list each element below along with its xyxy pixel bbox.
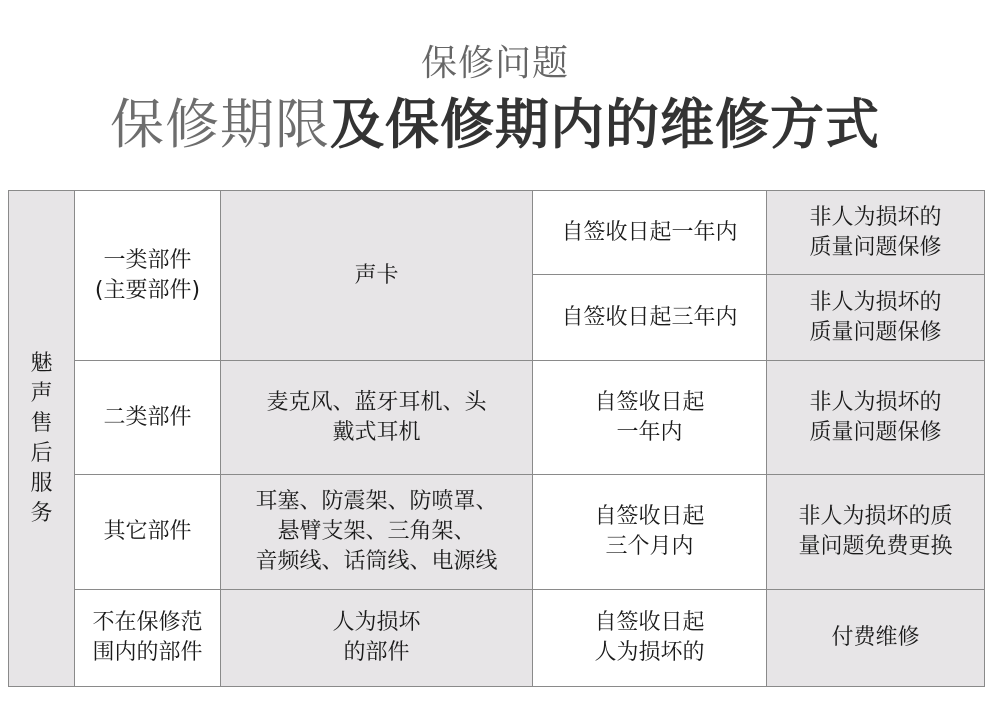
method-cell	[767, 590, 985, 687]
category-cell	[75, 191, 221, 361]
side-label: 魅 声 售 后 服 务	[30, 350, 53, 526]
period-label: 自签收日起一年内	[561, 219, 738, 245]
category-label: 二类部件	[103, 404, 192, 430]
table-row	[9, 361, 985, 475]
table-row	[9, 475, 985, 590]
parts-cell	[221, 590, 533, 687]
parts-label: 声卡	[354, 262, 399, 288]
method-label: 非人为损坏的 质量问题保修	[809, 204, 942, 260]
category-label: 一类部件 (主要部件)	[94, 247, 201, 303]
period-cell	[533, 191, 767, 275]
parts-cell	[221, 191, 533, 361]
category-cell	[75, 590, 221, 687]
method-cell	[767, 361, 985, 475]
category-cell	[75, 361, 221, 475]
page-header	[0, 0, 990, 190]
page-subtitle: 保修问题	[420, 43, 569, 84]
method-cell	[767, 275, 985, 361]
period-cell	[533, 275, 767, 361]
method-cell	[767, 475, 985, 590]
method-label: 非人为损坏的 质量问题保修	[809, 389, 942, 445]
parts-label: 麦克风、蓝牙耳机、头 戴式耳机	[266, 389, 487, 445]
category-label: 不在保修范 围内的部件	[92, 610, 203, 665]
category-cell	[75, 475, 221, 590]
side-label-cell	[9, 191, 75, 687]
category-label: 其它部件	[103, 519, 192, 544]
parts-cell	[221, 475, 533, 590]
warranty-table	[8, 190, 984, 686]
period-cell	[533, 590, 767, 687]
method-label: 付费维修	[831, 625, 920, 650]
page-title-light: 保修期限	[110, 93, 330, 156]
method-label: 非人为损坏的质 量问题免费更换	[798, 504, 953, 559]
page-title	[0, 92, 990, 158]
parts-cell	[221, 361, 533, 475]
period-label: 自签收日起三年内	[561, 304, 738, 330]
period-cell	[533, 361, 767, 475]
table-row	[9, 191, 985, 275]
table-row	[9, 590, 985, 687]
parts-label: 人为损坏 的部件	[332, 610, 421, 665]
method-label: 非人为损坏的 质量问题保修	[809, 289, 942, 345]
period-label: 自签收日起 人为损坏的	[594, 610, 705, 665]
period-label: 自签收日起 一年内	[594, 389, 705, 445]
method-cell	[767, 191, 985, 275]
period-cell	[533, 475, 767, 590]
period-label: 自签收日起 三个月内	[594, 504, 705, 559]
page-title-bold: 及保修期内的维修方式	[330, 93, 880, 156]
parts-label: 耳塞、防震架、防喷罩、 悬臂支架、三角架、 音频线、话筒线、电源线	[255, 489, 498, 574]
